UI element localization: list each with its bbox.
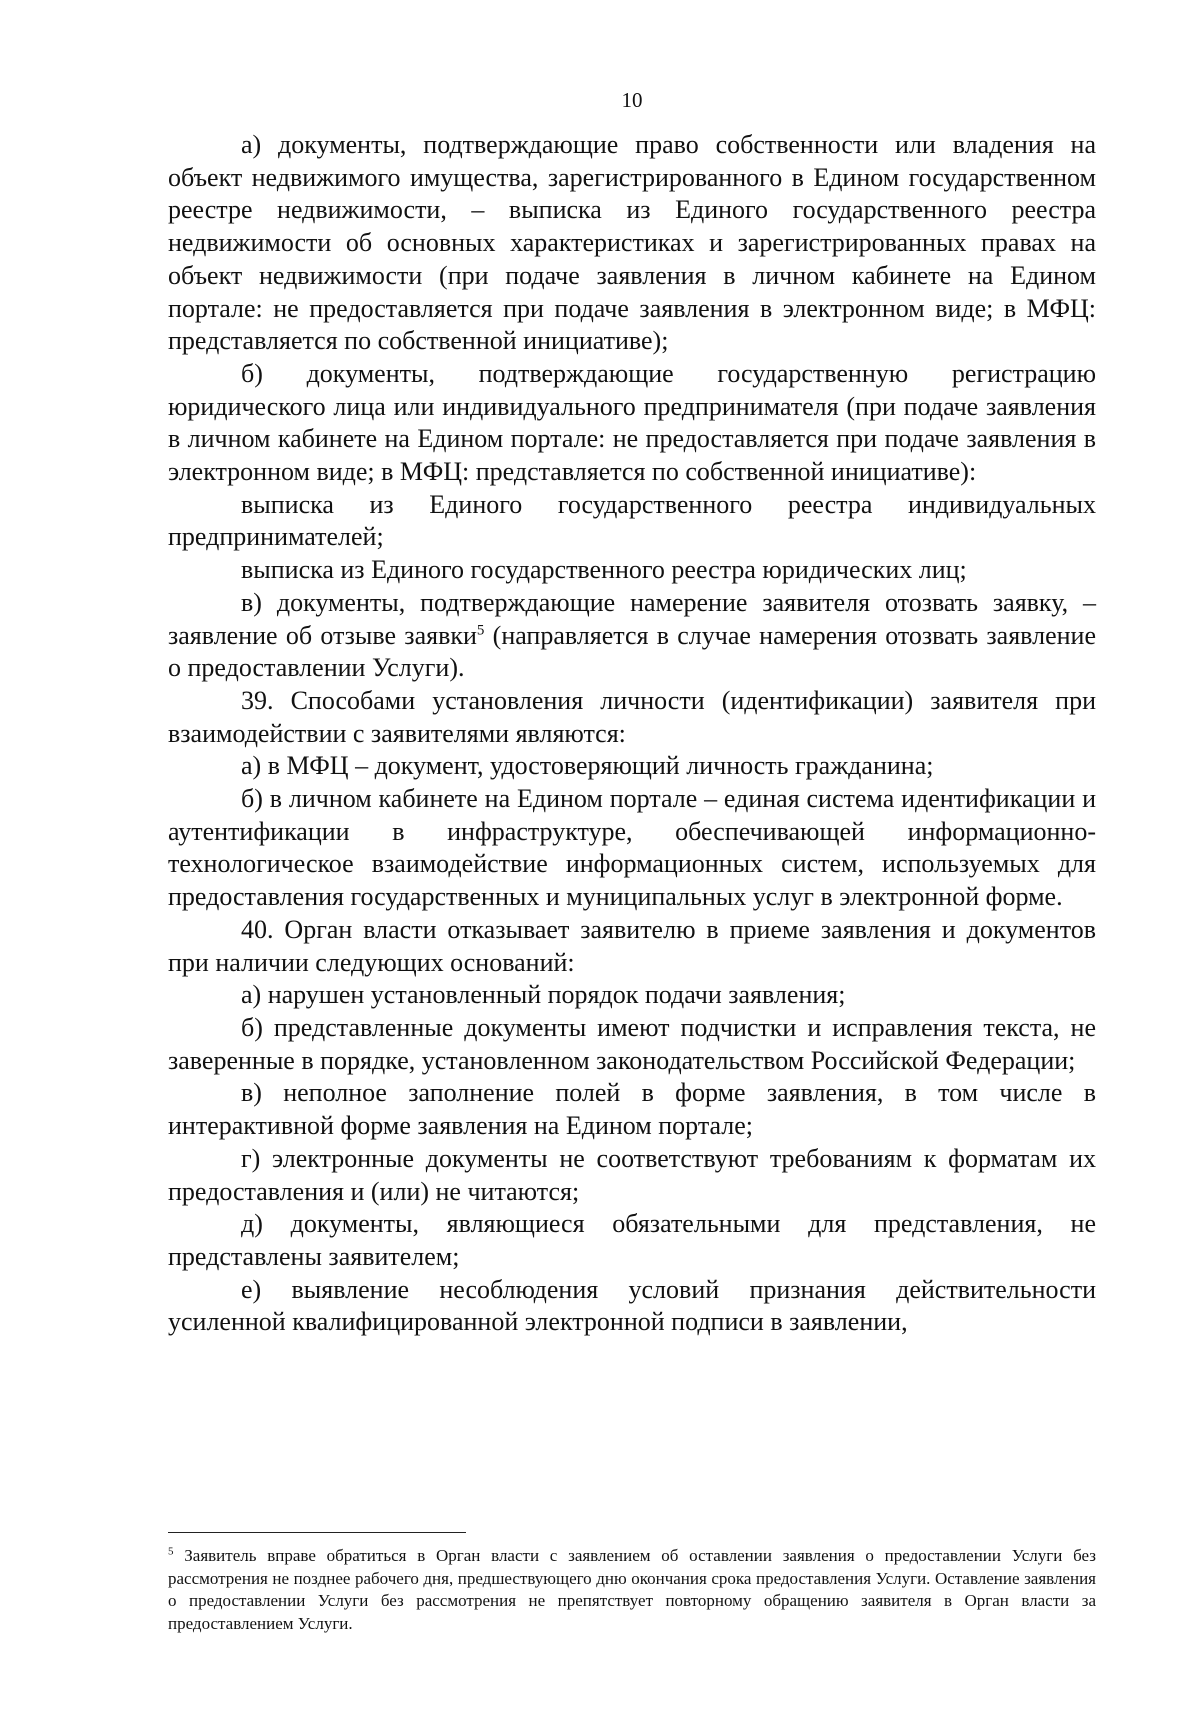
paragraph-39-identification: 39. Способами установления личности (идентификации) заявителя при взаимодействии с заявителями являются: [168,685,1096,748]
footnote-reference: 5 [476,621,485,638]
paragraph-egrul-extract: выписка из Единого государственного реестра юридических лиц; [241,555,967,585]
paragraph-40b: б) представленные документы имеют подчистки и исправления текста, не заверенные в порядке, установленном законодательством Российской Федерации; [168,1012,1096,1075]
footnote-number: 5 [168,1545,174,1558]
paragraph-b-registration-docs: б) документы, подтверждающие государственную регистрацию юридического лица или индивидуального предпринимателя (при подаче заявления в личном кабинете на Едином портале: не предоставляется при подаче заявления в электронном виде; в МФЦ: представляется по собственной инициативе): [168,358,1096,487]
footnote-separator [168,1532,466,1533]
paragraph-40v: в) неполное заполнение полей в форме заявления, в том числе в интерактивной форме заявления на Едином портале; [168,1078,1096,1141]
paragraph-v-text-after: (направляется в случае намерения отозвать заявление о предоставлении Услуги). [168,620,1096,683]
paragraph-40a: а) нарушен установленный порядок подачи заявления; [241,980,846,1010]
footnote-5 [168,1545,1096,1635]
paragraph-v-withdrawal [168,587,1096,685]
page-number: 10 [621,88,643,112]
body-text [168,129,1096,1339]
paragraph-egrip-extract: выписка из Единого государственного реестра индивидуальных предпринимателей; [168,489,1096,552]
paragraph-40d: д) документы, являющиеся обязательными для представления, не представлены заявителем; [168,1209,1096,1271]
paragraph-40-refusal: 40. Орган власти отказывает заявителю в приеме заявления и документов при наличии следующих оснований: [168,914,1096,977]
paragraph-39a-mfc: а) в МФЦ – документ, удостоверяющий личность гражданина; [241,751,934,781]
footnote-text: Заявитель вправе обратиться в Орган власти с заявлением об оставлении заявления о предоставлении Услуги без рассмотрения не позднее рабочего дня, предшествующего дню окончания срока предоставления Услуги. Оставление заявления о предоставлении Услуги без рассмотрения не препятствует повторному обращению заявителя в Орган власти за предоставлением Услуги. [168,1546,1096,1633]
paragraph-a-ownership-docs: а) документы, подтверждающие право собственности или владения на объект недвижимого имущества, зарегистрированного в Едином государственном реестре недвижимости, – выписка из Единого государственного реестра недвижимости об основных характеристиках и зарегистрированных правах на объект недвижимости (при подаче заявления в личном кабинете на Едином портале: не предоставляется при подаче заявления в электронном виде; в МФЦ: представляется по собственной инициативе); [168,130,1096,356]
paragraph-40g: г) электронные документы не соответствуют требованиям к форматам их предоставления и (или) не читаются; [168,1143,1096,1206]
paragraph-39b-portal: б) в личном кабинете на Едином портале – единая система идентификации и аутентификации в инфраструктуре, обеспечивающей информационно-технологическое взаимодействие информационных систем, используемых для предоставления государственных и муниципальных услуг в электронной форме. [168,784,1096,912]
footnote-area [168,1532,1096,1635]
paragraph-40e: е) выявление несоблюдения условий признания действительности усиленной квалифицированной электронной подписи в заявлении, [168,1274,1096,1337]
paragraph-v-text-before: в) документы, подтверждающие намерение заявителя отозвать заявку, – заявление об отзыве заявки [168,587,1096,650]
